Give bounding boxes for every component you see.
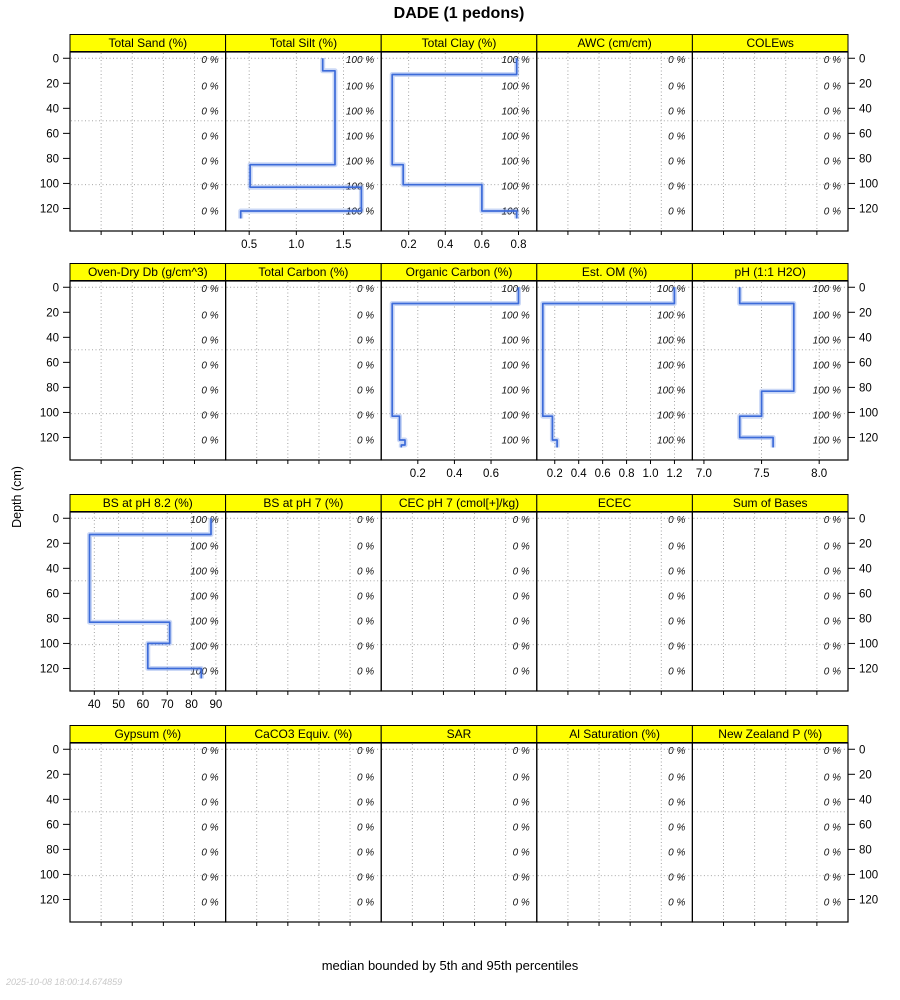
x-tick-label: 0.6 <box>483 468 500 480</box>
contributing-fraction-label: 100 % <box>812 335 841 347</box>
depth-tick-label-left: 40 <box>46 563 59 576</box>
x-tick-label: 70 <box>160 699 174 711</box>
depth-tick-label-left: 120 <box>39 432 59 445</box>
contributing-fraction-label: 0 % <box>668 156 686 168</box>
contributing-fraction-label: 0 % <box>512 772 530 784</box>
contributing-fraction-label: 100 % <box>345 55 375 67</box>
contributing-fraction-label: 0 % <box>668 616 686 628</box>
contributing-fraction-label: 0 % <box>356 772 375 784</box>
percentile-band <box>241 58 362 218</box>
contributing-fraction-label: 0 % <box>512 616 530 628</box>
depth-tick-label-left: 80 <box>46 613 59 626</box>
panel-strip-title: pH (1:1 H2O) <box>734 265 806 279</box>
panel-strip-title: Sum of Bases <box>732 496 808 510</box>
contributing-fraction-label: 0 % <box>512 541 530 553</box>
contributing-fraction-label: 100 % <box>657 335 686 347</box>
depth-tick-label-left: 0 <box>52 53 59 66</box>
contributing-fraction-label: 0 % <box>356 435 375 447</box>
panel-strip-title: AWC (cm/cm) <box>577 36 652 50</box>
contributing-fraction-label: 100 % <box>657 410 686 422</box>
depth-tick-label-right: 80 <box>859 613 872 626</box>
row-canvas <box>0 263 900 495</box>
contributing-fraction-label: 100 % <box>345 106 375 118</box>
x-tick-label: 1.0 <box>642 468 659 480</box>
contributing-fraction-label: 0 % <box>668 591 686 603</box>
panel-strip-title: New Zealand P (%) <box>718 727 823 741</box>
contributing-fraction-label: 0 % <box>356 666 375 678</box>
depth-tick-label-left: 60 <box>46 588 59 601</box>
panel-strip-title: Total Sand (%) <box>108 36 188 50</box>
contributing-fraction-label: 0 % <box>823 181 841 193</box>
panel-strip-title: Oven-Dry Db (g/cm^3) <box>87 265 208 279</box>
row-canvas <box>0 725 900 957</box>
contributing-fraction-label: 100 % <box>812 310 841 322</box>
percentile-band <box>543 287 675 447</box>
contributing-fraction-label: 0 % <box>356 797 375 809</box>
panel-strip-title: Organic Carbon (%) <box>405 265 513 279</box>
contributing-fraction-label: 0 % <box>668 81 686 93</box>
depth-tick-label-right: 60 <box>859 588 872 601</box>
panel-row-4 <box>0 725 900 957</box>
contributing-fraction-label: 0 % <box>512 591 530 603</box>
contributing-fraction-label: 0 % <box>201 310 219 322</box>
contributing-fraction-label: 100 % <box>190 616 219 628</box>
contributing-fraction-label: 100 % <box>345 131 375 143</box>
x-tick-label: 0.2 <box>409 468 426 480</box>
contributing-fraction-label: 0 % <box>201 772 219 784</box>
depth-tick-label-left: 40 <box>46 103 59 116</box>
contributing-fraction-label: 100 % <box>812 284 841 296</box>
contributing-fraction-label: 100 % <box>345 181 375 193</box>
contributing-fraction-label: 0 % <box>512 515 530 527</box>
contributing-fraction-label: 100 % <box>812 435 841 447</box>
depth-tick-label-left: 100 <box>39 869 59 882</box>
panel-strip-title: BS at pH 8.2 (%) <box>102 496 193 510</box>
depth-tick-label-left: 20 <box>46 307 59 320</box>
contributing-fraction-label: 0 % <box>823 81 841 93</box>
depth-tick-label-right: 20 <box>859 78 872 91</box>
contributing-fraction-label: 0 % <box>201 360 219 372</box>
x-tick-label: 90 <box>209 699 223 711</box>
depth-tick-label-right: 100 <box>859 869 879 882</box>
contributing-fraction-label: 0 % <box>823 746 841 758</box>
contributing-fraction-label: 0 % <box>668 641 686 653</box>
x-tick-label: 50 <box>112 699 126 711</box>
contributing-fraction-label: 0 % <box>823 641 841 653</box>
depth-tick-label-right: 120 <box>859 432 879 445</box>
contributing-fraction-label: 100 % <box>501 131 530 143</box>
depth-tick-label-left: 0 <box>52 744 59 757</box>
contributing-fraction-label: 100 % <box>501 385 530 397</box>
contributing-fraction-label: 0 % <box>823 156 841 168</box>
percentile-band <box>392 287 518 447</box>
panel-strip-title: Est. OM (%) <box>581 265 648 279</box>
contributing-fraction-label: 100 % <box>190 666 219 678</box>
contributing-fraction-label: 0 % <box>512 566 530 578</box>
contributing-fraction-label: 0 % <box>823 206 841 218</box>
contributing-fraction-label: 0 % <box>201 897 219 909</box>
contributing-fraction-label: 100 % <box>501 335 530 347</box>
contributing-fraction-label: 0 % <box>512 666 530 678</box>
contributing-fraction-label: 0 % <box>356 822 375 834</box>
contributing-fraction-label: 0 % <box>823 566 841 578</box>
depth-tick-label-left: 100 <box>39 178 59 191</box>
contributing-fraction-label: 0 % <box>823 772 841 784</box>
contributing-fraction-label: 100 % <box>501 360 530 372</box>
contributing-fraction-label: 0 % <box>823 131 841 143</box>
contributing-fraction-label: 0 % <box>356 385 375 397</box>
panel-strip-title: Total Silt (%) <box>269 36 338 50</box>
contributing-fraction-label: 0 % <box>201 385 219 397</box>
figure-title: DADE (1 pedons) <box>393 5 525 22</box>
panel-strip-title: Gypsum (%) <box>114 727 182 741</box>
contributing-fraction-label: 0 % <box>512 797 530 809</box>
x-tick-label: 0.4 <box>570 468 587 480</box>
contributing-fraction-label: 100 % <box>501 206 530 218</box>
contributing-fraction-label: 0 % <box>201 435 219 447</box>
panel-strip-title: SAR <box>446 727 472 741</box>
depth-tick-label-right: 60 <box>859 357 872 370</box>
contributing-fraction-label: 0 % <box>512 641 530 653</box>
panel-strip-title: COLEws <box>746 36 794 50</box>
contributing-fraction-label: 0 % <box>512 897 530 909</box>
contributing-fraction-label: 0 % <box>668 515 686 527</box>
panel-strip-title: CaCO3 Equiv. (%) <box>254 727 353 741</box>
median-depth-line <box>543 287 675 447</box>
contributing-fraction-label: 0 % <box>201 746 219 758</box>
depth-tick-label-left: 80 <box>46 382 59 395</box>
panel-strip-title: Total Carbon (%) <box>258 265 349 279</box>
contributing-fraction-label: 0 % <box>668 847 686 859</box>
caption: median bounded by 5th and 95th percentiles <box>321 958 579 973</box>
contributing-fraction-label: 100 % <box>501 181 530 193</box>
contributing-fraction-label: 0 % <box>356 566 375 578</box>
x-tick-label: 0.8 <box>510 239 527 251</box>
depth-tick-label-right: 0 <box>859 282 866 295</box>
contributing-fraction-label: 0 % <box>356 872 375 884</box>
depth-tick-label-right: 20 <box>859 769 872 782</box>
contributing-fraction-label: 100 % <box>190 591 219 603</box>
contributing-fraction-label: 0 % <box>356 310 375 322</box>
x-tick-label: 8.0 <box>811 468 828 480</box>
contributing-fraction-label: 0 % <box>512 872 530 884</box>
contributing-fraction-label: 0 % <box>823 797 841 809</box>
depth-tick-label-right: 80 <box>859 844 872 857</box>
contributing-fraction-label: 0 % <box>356 410 375 422</box>
depth-tick-label-left: 120 <box>39 894 59 907</box>
depth-tick-label-right: 120 <box>859 663 879 676</box>
x-tick-label: 1.2 <box>666 468 683 480</box>
depth-tick-label-right: 20 <box>859 538 872 551</box>
contributing-fraction-label: 0 % <box>356 897 375 909</box>
contributing-fraction-label: 0 % <box>823 541 841 553</box>
contributing-fraction-label: 100 % <box>190 641 219 653</box>
contributing-fraction-label: 0 % <box>668 797 686 809</box>
timestamp: 2025-10-08 18:00:14.674859 <box>6 977 123 987</box>
row-canvas <box>0 494 900 726</box>
contributing-fraction-label: 100 % <box>501 410 530 422</box>
depth-tick-label-left: 0 <box>52 282 59 295</box>
contributing-fraction-label: 0 % <box>201 206 219 218</box>
contributing-fraction-label: 0 % <box>201 847 219 859</box>
contributing-fraction-label: 100 % <box>190 541 219 553</box>
x-tick-label: 1.5 <box>335 239 352 251</box>
panel-strip-title: Total Clay (%) <box>421 36 497 50</box>
contributing-fraction-label: 0 % <box>823 847 841 859</box>
panel-row-3 <box>0 494 900 726</box>
x-tick-label: 0.2 <box>400 239 417 251</box>
contributing-fraction-label: 0 % <box>356 335 375 347</box>
contributing-fraction-label: 0 % <box>356 515 375 527</box>
x-tick-label: 0.4 <box>437 239 454 251</box>
contributing-fraction-label: 0 % <box>201 872 219 884</box>
median-depth-line <box>392 58 517 218</box>
contributing-fraction-label: 100 % <box>657 284 686 296</box>
contributing-fraction-label: 100 % <box>812 360 841 372</box>
contributing-fraction-label: 0 % <box>668 55 686 67</box>
contributing-fraction-label: 0 % <box>668 181 686 193</box>
contributing-fraction-label: 0 % <box>668 897 686 909</box>
contributing-fraction-label: 0 % <box>823 515 841 527</box>
contributing-fraction-label: 0 % <box>356 847 375 859</box>
x-tick-label: 0.6 <box>473 239 490 251</box>
percentile-band <box>740 287 794 447</box>
contributing-fraction-label: 0 % <box>356 360 375 372</box>
contributing-fraction-label: 100 % <box>657 435 686 447</box>
depth-tick-label-right: 0 <box>859 744 866 757</box>
depth-tick-label-left: 60 <box>46 357 59 370</box>
percentile-band <box>392 58 517 218</box>
contributing-fraction-label: 0 % <box>201 106 219 118</box>
depth-tick-label-left: 40 <box>46 332 59 345</box>
depth-tick-label-left: 20 <box>46 538 59 551</box>
x-tick-label: 7.5 <box>753 468 770 480</box>
contributing-fraction-label: 0 % <box>356 284 375 296</box>
contributing-fraction-label: 0 % <box>201 81 219 93</box>
contributing-fraction-label: 100 % <box>501 310 530 322</box>
contributing-fraction-label: 0 % <box>201 410 219 422</box>
depth-tick-label-right: 80 <box>859 153 872 166</box>
depth-tick-label-right: 40 <box>859 794 872 807</box>
contributing-fraction-label: 0 % <box>668 206 686 218</box>
contributing-fraction-label: 0 % <box>356 641 375 653</box>
contributing-fraction-label: 0 % <box>668 746 686 758</box>
depth-tick-label-left: 20 <box>46 769 59 782</box>
depth-tick-label-left: 0 <box>52 513 59 526</box>
depth-tick-label-right: 120 <box>859 203 879 216</box>
depth-tick-label-left: 20 <box>46 78 59 91</box>
contributing-fraction-label: 0 % <box>201 181 219 193</box>
row-canvas <box>0 34 900 266</box>
contributing-fraction-label: 0 % <box>823 616 841 628</box>
contributing-fraction-label: 0 % <box>201 131 219 143</box>
depth-tick-label-left: 40 <box>46 794 59 807</box>
depth-tick-label-right: 100 <box>859 638 879 651</box>
contributing-fraction-label: 0 % <box>512 822 530 834</box>
x-tick-label: 0.5 <box>241 239 258 251</box>
contributing-fraction-label: 0 % <box>668 106 686 118</box>
contributing-fraction-label: 100 % <box>501 106 530 118</box>
depth-tick-label-right: 40 <box>859 332 872 345</box>
contributing-fraction-label: 0 % <box>201 156 219 168</box>
contributing-fraction-label: 100 % <box>345 156 375 168</box>
x-tick-label: 80 <box>185 699 198 711</box>
panel-strip-title: ECEC <box>597 496 632 510</box>
contributing-fraction-label: 0 % <box>356 746 375 758</box>
contributing-fraction-label: 0 % <box>668 772 686 784</box>
x-tick-label: 0.8 <box>618 468 635 480</box>
contributing-fraction-label: 0 % <box>668 541 686 553</box>
contributing-fraction-label: 100 % <box>812 385 841 397</box>
contributing-fraction-label: 100 % <box>345 206 375 218</box>
contributing-fraction-label: 0 % <box>668 566 686 578</box>
depth-tick-label-left: 80 <box>46 153 59 166</box>
depth-tick-label-left: 120 <box>39 203 59 216</box>
median-depth-line <box>392 287 518 447</box>
contributing-fraction-label: 100 % <box>345 81 375 93</box>
panel-strip-title: BS at pH 7 (%) <box>263 496 344 510</box>
depth-tick-label-right: 120 <box>859 894 879 907</box>
depth-tick-label-right: 40 <box>859 563 872 576</box>
x-tick-label: 0.4 <box>446 468 463 480</box>
x-tick-label: 40 <box>87 699 101 711</box>
median-depth-line <box>241 58 362 218</box>
contributing-fraction-label: 100 % <box>190 515 219 527</box>
contributing-fraction-label: 100 % <box>812 410 841 422</box>
depth-tick-label-right: 40 <box>859 103 872 116</box>
x-tick-label: 60 <box>136 699 150 711</box>
contributing-fraction-label: 100 % <box>190 566 219 578</box>
contributing-fraction-label: 0 % <box>356 616 375 628</box>
contributing-fraction-label: 0 % <box>823 872 841 884</box>
x-tick-label: 0.6 <box>594 468 611 480</box>
depth-tick-label-left: 60 <box>46 128 59 141</box>
contributing-fraction-label: 0 % <box>201 797 219 809</box>
panel-row-1 <box>0 34 900 266</box>
contributing-fraction-label: 0 % <box>823 666 841 678</box>
depth-tick-label-right: 20 <box>859 307 872 320</box>
depth-tick-label-right: 100 <box>859 178 879 191</box>
panel-row-2 <box>0 263 900 495</box>
panel-strip-title: CEC pH 7 (cmol[+]/kg) <box>398 496 520 510</box>
depth-tick-label-left: 60 <box>46 819 59 832</box>
x-tick-label: 7.0 <box>695 468 712 480</box>
contributing-fraction-label: 100 % <box>657 385 686 397</box>
contributing-fraction-label: 0 % <box>668 822 686 834</box>
contributing-fraction-label: 0 % <box>201 55 219 67</box>
depth-tick-label-left: 100 <box>39 407 59 420</box>
depth-tick-label-right: 100 <box>859 407 879 420</box>
contributing-fraction-label: 0 % <box>823 822 841 834</box>
contributing-fraction-label: 0 % <box>823 897 841 909</box>
contributing-fraction-label: 0 % <box>356 591 375 603</box>
x-tick-label: 0.2 <box>546 468 563 480</box>
contributing-fraction-label: 100 % <box>501 284 530 296</box>
panel-strip-title: Al Saturation (%) <box>569 727 660 741</box>
depth-tick-label-right: 60 <box>859 128 872 141</box>
contributing-fraction-label: 100 % <box>657 310 686 322</box>
contributing-fraction-label: 0 % <box>201 284 219 296</box>
depth-tick-label-right: 80 <box>859 382 872 395</box>
contributing-fraction-label: 0 % <box>668 872 686 884</box>
contributing-fraction-label: 100 % <box>501 81 530 93</box>
contributing-fraction-label: 0 % <box>512 746 530 758</box>
contributing-fraction-label: 100 % <box>501 156 530 168</box>
depth-tick-label-left: 120 <box>39 663 59 676</box>
contributing-fraction-label: 0 % <box>823 106 841 118</box>
contributing-fraction-label: 0 % <box>668 666 686 678</box>
depth-tick-label-left: 80 <box>46 844 59 857</box>
contributing-fraction-label: 100 % <box>657 360 686 372</box>
depth-tick-label-left: 100 <box>39 638 59 651</box>
contributing-fraction-label: 100 % <box>501 435 530 447</box>
contributing-fraction-label: 0 % <box>823 55 841 67</box>
y-axis-label: Depth (cm) <box>10 466 24 528</box>
contributing-fraction-label: 0 % <box>668 131 686 143</box>
contributing-fraction-label: 0 % <box>201 335 219 347</box>
x-tick-label: 1.0 <box>288 239 305 251</box>
depth-tick-label-right: 0 <box>859 513 866 526</box>
contributing-fraction-label: 0 % <box>823 591 841 603</box>
contributing-fraction-label: 0 % <box>512 847 530 859</box>
contributing-fraction-label: 0 % <box>201 822 219 834</box>
contributing-fraction-label: 100 % <box>501 55 530 67</box>
median-depth-line <box>740 287 794 447</box>
depth-tick-label-right: 60 <box>859 819 872 832</box>
contributing-fraction-label: 0 % <box>356 541 375 553</box>
depth-tick-label-right: 0 <box>859 53 866 66</box>
